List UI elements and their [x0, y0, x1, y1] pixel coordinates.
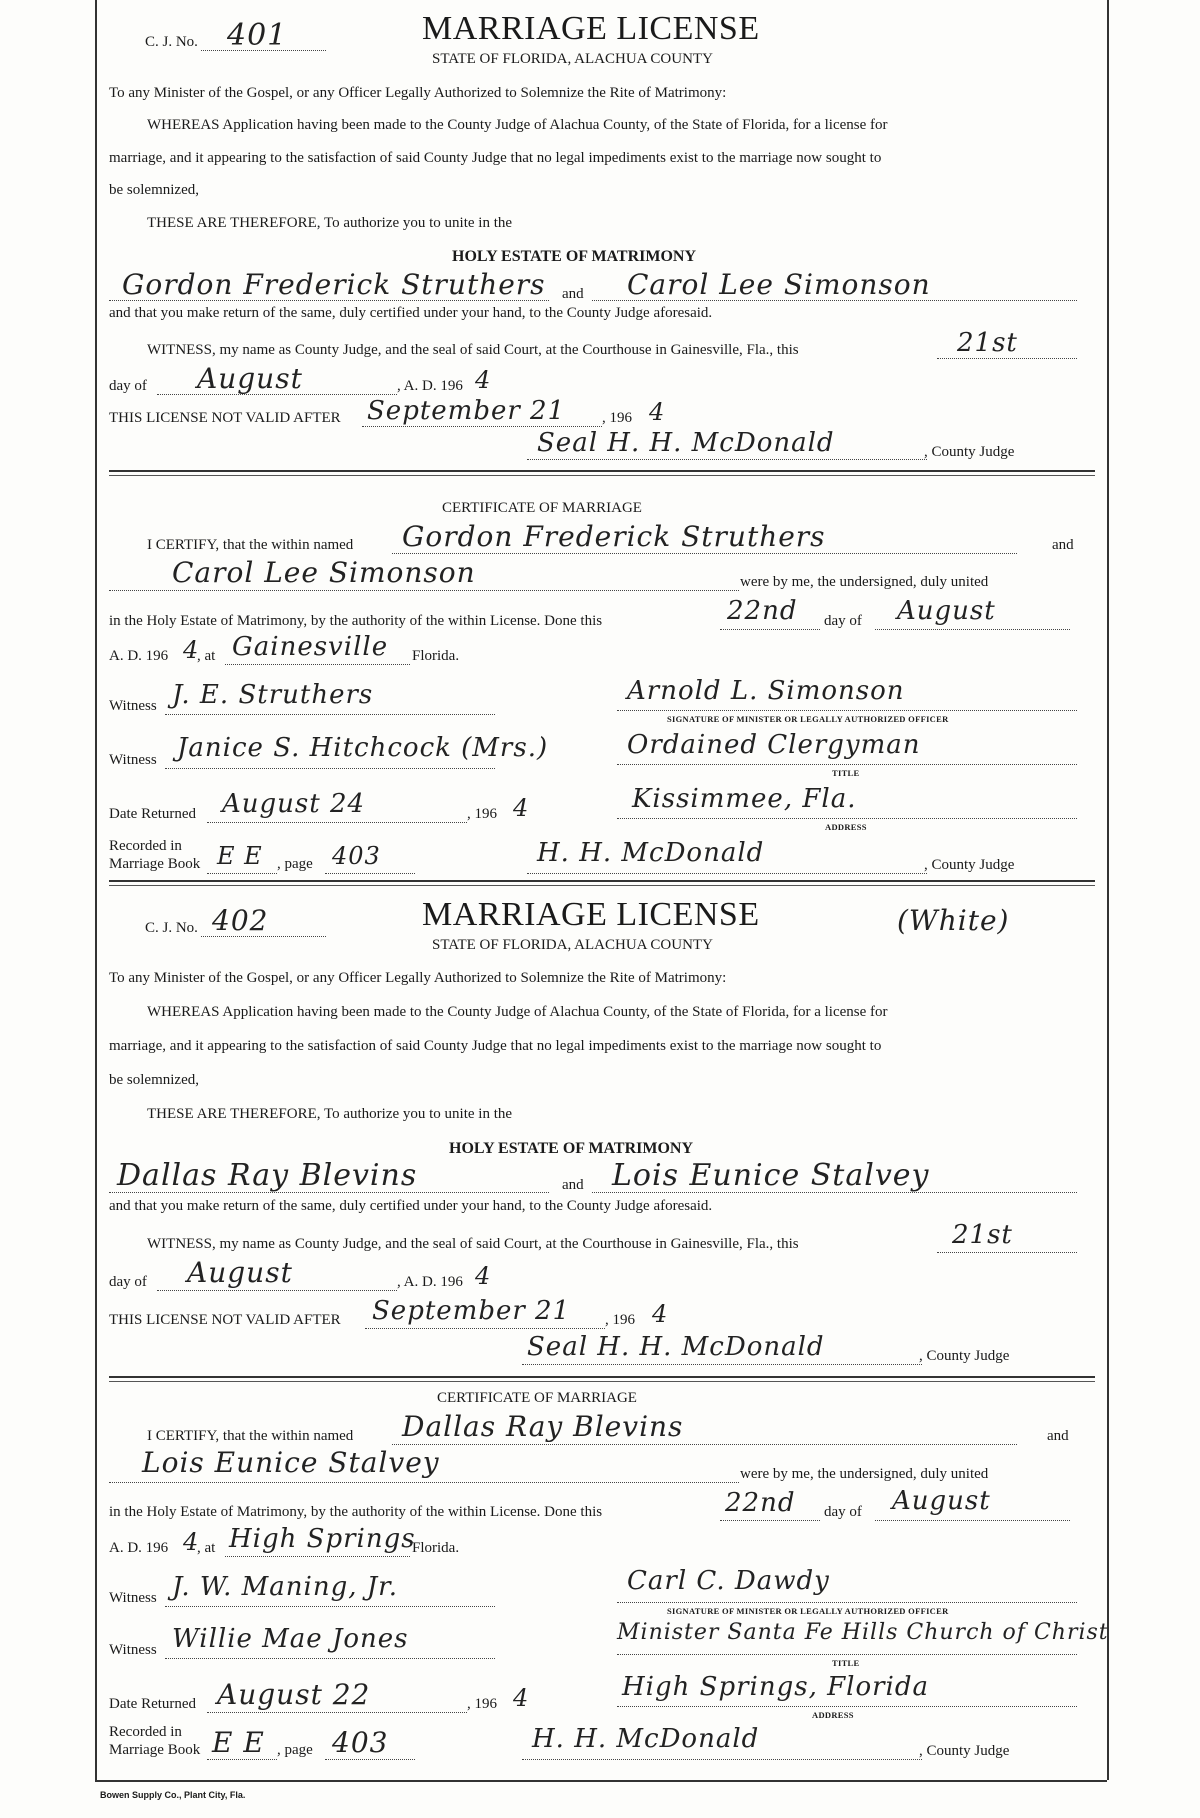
authority-line: in the Holy Estate of Matrimony, by the authority of the within License. Done this — [109, 1504, 603, 1520]
witness-1-label: Witness — [109, 1590, 157, 1606]
and-label: and — [562, 286, 584, 302]
officer-signature: Carl C. Dawdy — [627, 1566, 830, 1596]
cj-number: 401 — [227, 18, 288, 53]
witness-line: WITNESS, my name as County Judge, and the seal of said Court, at the Courthouse in Gainesville, Fla., this — [147, 1236, 799, 1252]
county-judge-label: , County Judge — [919, 1743, 1010, 1759]
witness-2-signature: Willie Mae Jones — [172, 1624, 409, 1654]
marriage-place: High Springs — [229, 1524, 416, 1554]
recorded-label-2: Marriage Book — [109, 1742, 201, 1758]
marriage-place: Gainesville — [232, 632, 389, 662]
bride-name: Lois Eunice Stalvey — [612, 1158, 930, 1193]
certificate-title: CERTIFICATE OF MARRIAGE — [442, 500, 642, 516]
not-valid-label: THIS LICENSE NOT VALID AFTER — [109, 410, 341, 426]
united-label: were by me, the undersigned, duly united — [740, 574, 989, 590]
issue-month: August — [197, 362, 303, 395]
issue-day: 21st — [952, 1220, 1013, 1250]
expiry-year-label: , 196 — [602, 410, 632, 426]
judge-signature: Seal H. H. McDonald — [537, 428, 835, 458]
county-judge-label: , County Judge — [924, 857, 1015, 873]
license-title: MARRIAGE LICENSE — [422, 896, 760, 933]
license-title: MARRIAGE LICENSE — [422, 10, 760, 47]
race-note: (White) — [897, 904, 1010, 937]
and-label: and — [1052, 537, 1074, 553]
officer-title: Minister Santa Fe Hills Church of Christ — [617, 1620, 1109, 1645]
signature-caption: SIGNATURE OF MINISTER OR LEGALLY AUTHORIZED OFFICER — [667, 714, 949, 724]
page-number: 403 — [332, 842, 381, 870]
page-label: , page — [277, 856, 313, 872]
therefore-line: THESE ARE THEREFORE, To authorize you to unite in the — [147, 1106, 513, 1122]
expiry-year-digit: 4 — [649, 398, 666, 426]
title-caption: TITLE — [832, 1658, 860, 1668]
certificate-name-2: Lois Eunice Stalvey — [142, 1446, 440, 1479]
groom-name: Gordon Frederick Struthers — [122, 268, 546, 301]
witness-1-label: Witness — [109, 698, 157, 714]
signature-caption: SIGNATURE OF MINISTER OR LEGALLY AUTHORIZED OFFICER — [667, 1606, 949, 1616]
at-label: , at — [197, 648, 216, 664]
address-line: To any Minister of the Gospel, or any Officer Legally Authorized to Solemnize the Rite of Matrimony: — [109, 85, 727, 101]
marriage-book: E E — [212, 1726, 265, 1759]
issue-day: 21st — [957, 328, 1018, 358]
not-valid-label: THIS LICENSE NOT VALID AFTER — [109, 1312, 341, 1328]
florida-label: Florida. — [412, 648, 460, 664]
witness-line: WITNESS, my name as County Judge, and the seal of said Court, at the Courthouse in Gainesville, Fla., this — [147, 342, 799, 358]
and-label: and — [562, 1177, 584, 1193]
recorded-label-1: Recorded in — [109, 838, 182, 854]
day-of-label: day of — [824, 1504, 862, 1520]
returned-year-digit: 4 — [513, 1684, 530, 1712]
officer-address: High Springs, Florida — [622, 1672, 929, 1702]
witness-2-signature: Janice S. Hitchcock (Mrs.) — [177, 733, 549, 763]
judge-signature: Seal H. H. McDonald — [527, 1332, 825, 1362]
document-page — [95, 0, 1109, 1780]
date-returned: August 24 — [222, 789, 366, 819]
certificate-title: CERTIFICATE OF MARRIAGE — [437, 1390, 637, 1406]
therefore-line: THESE ARE THEREFORE, To authorize you to unite in the — [147, 215, 513, 231]
ad-label: A. D. 196 — [109, 648, 169, 664]
recorded-label-1: Recorded in — [109, 1724, 182, 1740]
expiry-date: September 21 — [367, 396, 566, 426]
expiry-year-label: , 196 — [605, 1312, 635, 1328]
witness-1-signature: J. E. Struthers — [172, 680, 374, 710]
return-line: and that you make return of the same, duly certified under your hand, to the County Judge aforesaid. — [109, 305, 713, 321]
done-day: 22nd — [725, 1488, 796, 1518]
officer-title: Ordained Clergyman — [627, 730, 921, 760]
expiry-year-digit: 4 — [652, 1300, 669, 1328]
bottom-border — [95, 1780, 1107, 1782]
done-day: 22nd — [727, 596, 798, 626]
address-caption: ADDRESS — [812, 1710, 854, 1720]
done-month: August — [897, 596, 996, 626]
expiry-date: September 21 — [372, 1296, 571, 1326]
whereas-line-1: WHEREAS Application having been made to the County Judge of Alachua County, of the State of Florida, for a license for — [147, 117, 888, 133]
date-returned: August 22 — [217, 1678, 371, 1711]
ad-label: , A. D. 196 — [397, 1274, 463, 1290]
date-returned-label: Date Returned — [109, 1696, 197, 1712]
cj-label: C. J. No. — [145, 920, 198, 936]
ad-digit: 4 — [183, 1528, 200, 1556]
certificate-name-2: Carol Lee Simonson — [172, 556, 476, 589]
county-judge-label: , County Judge — [924, 444, 1015, 460]
return-line: and that you make return of the same, duly certified under your hand, to the County Judge aforesaid. — [109, 1198, 713, 1214]
page-label: , page — [277, 1742, 313, 1758]
at-label: , at — [197, 1540, 216, 1556]
authority-line: in the Holy Estate of Matrimony, by the authority of the within License. Done this — [109, 613, 603, 629]
officer-signature: Arnold L. Simonson — [627, 676, 905, 706]
cj-number: 402 — [212, 904, 269, 937]
page-number: 403 — [332, 1726, 389, 1759]
address-caption: ADDRESS — [825, 822, 867, 832]
county-judge-label: , County Judge — [919, 1348, 1010, 1364]
whereas-line-2: marriage, and it appearing to the satisfaction of said County Judge that no legal impediments exist to the marriage now sought to — [109, 150, 882, 166]
certify-label: I CERTIFY, that the within named — [147, 1428, 354, 1444]
title-caption: TITLE — [832, 768, 860, 778]
holy-estate-heading: HOLY ESTATE OF MATRIMONY — [452, 248, 697, 265]
witness-2-label: Witness — [109, 1642, 157, 1658]
ad-label: A. D. 196 — [109, 1540, 169, 1556]
and-label: and — [1047, 1428, 1069, 1444]
cj-label: C. J. No. — [145, 34, 198, 50]
whereas-line-2: marriage, and it appearing to the satisfaction of said County Judge that no legal impediments exist to the marriage now sought to — [109, 1038, 882, 1054]
returned-year-label: , 196 — [467, 806, 497, 822]
whereas-line-3: be solemnized, — [109, 1072, 199, 1088]
certificate-name-1: Gordon Frederick Struthers — [402, 520, 826, 553]
recorded-label-2: Marriage Book — [109, 856, 201, 872]
day-of-label: day of — [109, 1274, 147, 1290]
issue-year-digit: 4 — [475, 1262, 492, 1290]
done-month: August — [892, 1486, 991, 1516]
witness-2-label: Witness — [109, 752, 157, 768]
printer-credit: Bowen Supply Co., Plant City, Fla. — [100, 1790, 246, 1800]
officer-address: Kissimmee, Fla. — [632, 784, 857, 814]
florida-label: Florida. — [412, 1540, 460, 1556]
certificate-name-1: Dallas Ray Blevins — [402, 1410, 684, 1443]
marriage-book: E E — [217, 842, 263, 870]
certify-label: I CERTIFY, that the within named — [147, 537, 354, 553]
united-label: were by me, the undersigned, duly united — [740, 1466, 989, 1482]
bride-name: Carol Lee Simonson — [627, 268, 931, 301]
state-county: STATE OF FLORIDA, ALACHUA COUNTY — [432, 51, 713, 67]
witness-1-signature: J. W. Maning, Jr. — [172, 1572, 399, 1602]
address-line: To any Minister of the Gospel, or any Officer Legally Authorized to Solemnize the Rite of Matrimony: — [109, 970, 727, 986]
day-of-label: day of — [824, 613, 862, 629]
ad-label: , A. D. 196 — [397, 378, 463, 394]
judge-signature: H. H. McDonald — [532, 1724, 760, 1754]
issue-month: August — [187, 1256, 293, 1289]
ad-digit: 4 — [183, 636, 200, 664]
issue-year-digit: 4 — [475, 366, 492, 394]
whereas-line-3: be solemnized, — [109, 182, 199, 198]
groom-name: Dallas Ray Blevins — [117, 1158, 418, 1193]
returned-year-label: , 196 — [467, 1696, 497, 1712]
whereas-line-1: WHEREAS Application having been made to the County Judge of Alachua County, of the State of Florida, for a license for — [147, 1004, 888, 1020]
state-county: STATE OF FLORIDA, ALACHUA COUNTY — [432, 937, 713, 953]
returned-year-digit: 4 — [513, 794, 530, 822]
holy-estate-heading: HOLY ESTATE OF MATRIMONY — [449, 1140, 694, 1157]
judge-signature: H. H. McDonald — [537, 838, 765, 868]
day-of-label: day of — [109, 378, 147, 394]
date-returned-label: Date Returned — [109, 806, 197, 822]
